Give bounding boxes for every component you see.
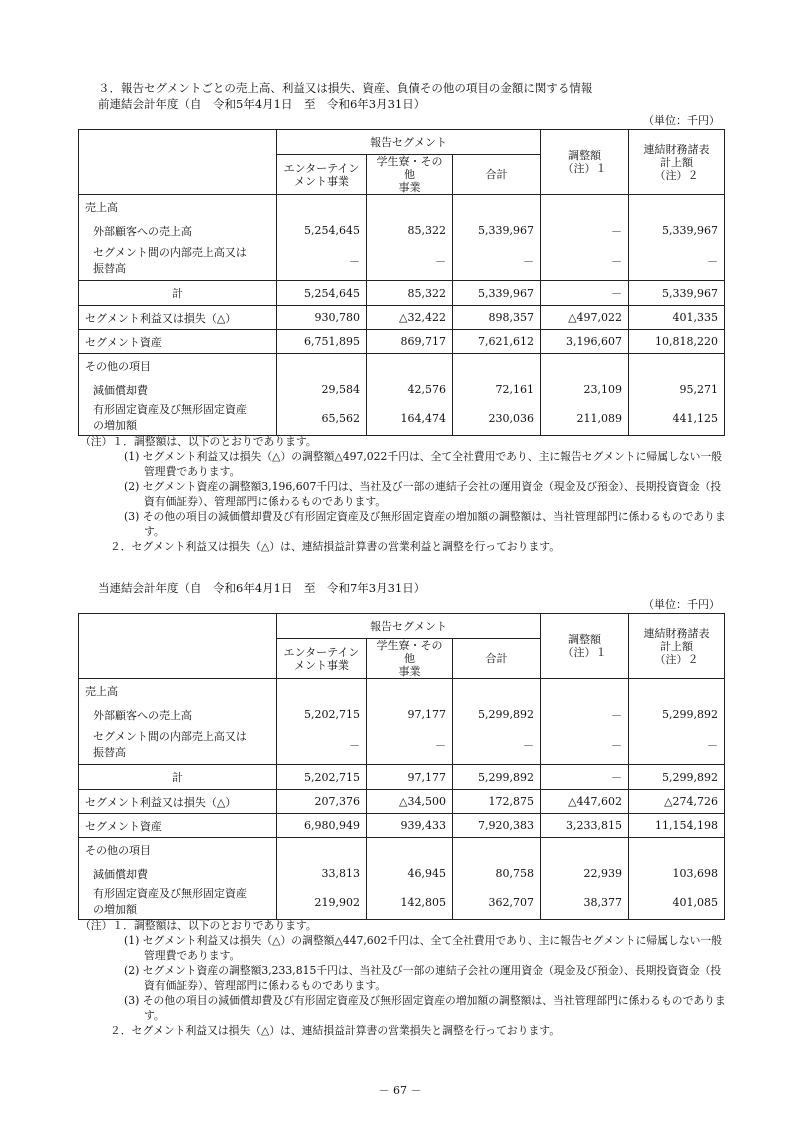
- cell: 939,433: [367, 814, 453, 838]
- row-label-other: その他の項目: [79, 838, 277, 862]
- row-label-sales: 売上高: [79, 195, 277, 219]
- note-1-1: (1) セグメント利益又は損失（△）の調整額△447,602千円は、全て全社費用であり、主に報告セグメントに帰属しない一般管理費であります。: [124, 934, 723, 962]
- prev-unit-label: （単位：千円）: [643, 114, 720, 127]
- curr-segment-table: [78, 613, 725, 920]
- cell: 11,154,198: [629, 814, 725, 838]
- cell: －: [453, 727, 541, 765]
- cell: 97,177: [367, 765, 453, 790]
- cell: 23,109: [541, 378, 629, 402]
- note-2: ２．セグメント利益又は損失（△）は、連結損益計算書の営業利益と調整を行っております。: [110, 540, 560, 553]
- cell: 362,707: [453, 886, 541, 920]
- cell: 441,125: [629, 402, 725, 436]
- note-1-1: (1) セグメント利益又は損失（△）の調整額△497,022千円は、全て全社費用であり、主に報告セグメントに帰属しない一般管理費であります。: [124, 450, 723, 478]
- header-entertainment: エンターテイン メント事業: [277, 639, 367, 679]
- cell: －: [541, 243, 629, 281]
- cell: 5,299,892: [629, 765, 725, 790]
- cell: △447,602: [541, 790, 629, 814]
- cell: 103,698: [629, 862, 725, 886]
- cell: △274,726: [629, 790, 725, 814]
- cell: 5,339,967: [453, 219, 541, 243]
- cell: 142,805: [367, 886, 453, 920]
- header-total: 合計: [453, 639, 541, 679]
- cell: △34,500: [367, 790, 453, 814]
- cell: 22,939: [541, 862, 629, 886]
- cell: 42,576: [367, 378, 453, 402]
- cell: 172,875: [453, 790, 541, 814]
- row-label-internal: セグメント間の内部売上高又は 振替高: [79, 727, 277, 765]
- header-dormitory: 学生寮・その他 事業: [367, 155, 453, 195]
- row-label-depreciation: 減価償却費: [79, 862, 277, 886]
- page-number: － 67 －: [378, 1084, 422, 1097]
- header-reported-segment: 報告セグメント: [277, 614, 541, 639]
- cell: 33,813: [277, 862, 367, 886]
- cell: 401,335: [629, 306, 725, 330]
- prev-period-label: 前連結会計年度（自 令和5年4月1日 至 令和6年3月31日）: [98, 97, 426, 111]
- header-dormitory: 学生寮・その他 事業: [367, 639, 453, 679]
- cell: －: [541, 703, 629, 727]
- row-label-subtotal: 計: [79, 765, 277, 790]
- cell: －: [453, 243, 541, 281]
- cell: 6,980,949: [277, 814, 367, 838]
- header-entertainment: エンターテイン メント事業: [277, 155, 367, 195]
- cell: △497,022: [541, 306, 629, 330]
- cell: 898,357: [453, 306, 541, 330]
- cell: 230,036: [453, 402, 541, 436]
- cell: 5,202,715: [277, 765, 367, 790]
- cell: 5,339,967: [629, 219, 725, 243]
- header-total: 合計: [453, 155, 541, 195]
- curr-period-label: 当連結会計年度（自 令和6年4月1日 至 令和7年3月31日）: [98, 581, 426, 595]
- curr-unit-label: （単位：千円）: [643, 598, 720, 611]
- cell: －: [367, 243, 453, 281]
- cell: 7,621,612: [453, 330, 541, 354]
- cell: 72,161: [453, 378, 541, 402]
- cell: －: [367, 727, 453, 765]
- prev-segment-table: [78, 129, 725, 436]
- prev-notes: [80, 434, 730, 554]
- row-label-internal: セグメント間の内部売上高又は 振替高: [79, 243, 277, 281]
- cell: 5,254,645: [277, 219, 367, 243]
- cell: 65,562: [277, 402, 367, 436]
- cell: 5,202,715: [277, 703, 367, 727]
- row-label-assets: セグメント資産: [79, 330, 277, 354]
- cell: 85,322: [367, 219, 453, 243]
- cell: 5,299,892: [453, 765, 541, 790]
- row-label-subtotal: 計: [79, 281, 277, 306]
- row-label-profit: セグメント利益又は損失（△）: [79, 306, 277, 330]
- note-1-title: （注）１．調整額は、以下のとおりであります。: [80, 435, 317, 448]
- row-label-external: 外部顧客への売上高: [79, 219, 277, 243]
- cell: －: [629, 727, 725, 765]
- row-label-depreciation: 減価償却費: [79, 378, 277, 402]
- section-heading: ３．報告セグメントごとの売上高、利益又は損失、資産、負債その他の項目の金額に関する情報: [98, 81, 593, 95]
- header-adjustment: 調整額 （注）１: [541, 614, 629, 679]
- cell: －: [277, 727, 367, 765]
- note-2: ２．セグメント利益又は損失（△）は、連結損益計算書の営業損失と調整を行っております。: [110, 1024, 560, 1037]
- row-label-profit: セグメント利益又は損失（△）: [79, 790, 277, 814]
- header-blank: [79, 130, 277, 195]
- row-label-increase: 有形固定資産及び無形固定資産 の増加額: [79, 402, 277, 436]
- header-blank: [79, 614, 277, 679]
- cell: 5,254,645: [277, 281, 367, 306]
- cell: 97,177: [367, 703, 453, 727]
- note-1-2: (2) セグメント資産の調整額3,233,815千円は、当社及び一部の連結子会社の運用資金（現金及び預金）、長期投資資金（投資有価証券）、管理部門に係わるものであります。: [124, 964, 722, 992]
- cell: 6,751,895: [277, 330, 367, 354]
- cell: 5,299,892: [453, 703, 541, 727]
- cell: 80,758: [453, 862, 541, 886]
- cell: 5,339,967: [629, 281, 725, 306]
- cell: 211,089: [541, 402, 629, 436]
- cell: 7,920,383: [453, 814, 541, 838]
- cell: －: [277, 243, 367, 281]
- cell: －: [541, 281, 629, 306]
- cell: 10,818,220: [629, 330, 725, 354]
- cell: 3,233,815: [541, 814, 629, 838]
- cell: 85,322: [367, 281, 453, 306]
- note-1-3: (3) その他の項目の減価償却費及び有形固定資産及び無形固定資産の増加額の調整額は、当社管理部門に係わるものであります。: [124, 510, 726, 538]
- cell: －: [541, 765, 629, 790]
- cell: －: [629, 243, 725, 281]
- cell: 164,474: [367, 402, 453, 436]
- cell: 207,376: [277, 790, 367, 814]
- row-label-external: 外部顧客への売上高: [79, 703, 277, 727]
- row-label-sales: 売上高: [79, 679, 277, 703]
- cell: 401,085: [629, 886, 725, 920]
- note-1-2: (2) セグメント資産の調整額3,196,607千円は、当社及び一部の連結子会社の運用資金（現金及び預金）、長期投資資金（投資有価証券）、管理部門に係わるものであります。: [124, 480, 722, 508]
- cell: 46,945: [367, 862, 453, 886]
- header-reported-segment: 報告セグメント: [277, 130, 541, 155]
- note-1-title: （注）１．調整額は、以下のとおりであります。: [80, 919, 317, 932]
- header-consolidated: 連結財務諸表 計上額 （注）２: [629, 614, 725, 679]
- header-adjustment: 調整額 （注）１: [541, 130, 629, 195]
- cell: 38,377: [541, 886, 629, 920]
- cell: 3,196,607: [541, 330, 629, 354]
- cell: 95,271: [629, 378, 725, 402]
- cell: 930,780: [277, 306, 367, 330]
- cell: 219,902: [277, 886, 367, 920]
- cell: 869,717: [367, 330, 453, 354]
- cell: 5,299,892: [629, 703, 725, 727]
- cell: 5,339,967: [453, 281, 541, 306]
- cell: 29,584: [277, 378, 367, 402]
- row-label-other: その他の項目: [79, 354, 277, 378]
- note-1-3: (3) その他の項目の減価償却費及び有形固定資産及び無形固定資産の増加額の調整額は、当社管理部門に係わるものであります。: [124, 994, 726, 1022]
- curr-notes: [80, 918, 730, 1038]
- cell: －: [541, 219, 629, 243]
- header-consolidated: 連結財務諸表 計上額 （注）２: [629, 130, 725, 195]
- cell: －: [541, 727, 629, 765]
- row-label-increase: 有形固定資産及び無形固定資産 の増加額: [79, 886, 277, 920]
- row-label-assets: セグメント資産: [79, 814, 277, 838]
- cell: △32,422: [367, 306, 453, 330]
